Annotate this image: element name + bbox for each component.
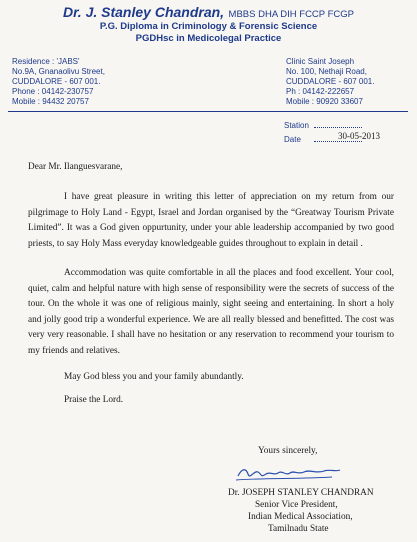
residence-line: Residence : 'JABS' [12,57,80,66]
date-value: 30-05-2013 [338,131,380,141]
signatory-name: Dr. JOSEPH STANLEY CHANDRAN [228,488,374,498]
residence-phone: Phone : 04142-230757 [12,87,94,96]
pg-medicolegal-line: PGDHsc in Medicolegal Practice [135,33,282,44]
signatory-title-2: Indian Medical Association, [248,512,353,522]
diploma-line: P.G. Diploma in Criminology & Forensic Science [99,21,318,32]
signatory-title-3: Tamilnadu State [268,524,329,534]
clinic-line: Clinic Saint Joseph [286,57,355,66]
header-divider [8,111,408,112]
clinic-line: CUDDALORE - 607 001. [286,77,375,86]
letterhead-title [0,4,417,22]
station-dotted-line [314,127,362,128]
station-label: Station [284,121,309,130]
qualifications: MBBS DHA DIH FCCP FCGP [228,9,354,20]
residence-line: CUDDALORE - 607 001. [12,77,101,86]
signature-icon [232,462,342,484]
residence-mobile: Mobile : 94432 20757 [12,97,89,106]
blessing-line: May God bless you and your family abundantly. [64,372,244,382]
residence-address [12,57,105,107]
signatory-title-1: Senior Vice President, [255,500,338,510]
yours-sincerely: Yours sincerely, [258,446,318,456]
clinic-phone: Ph : 04142-222657 [286,87,355,96]
praise-line: Praise the Lord. [64,395,124,405]
clinic-mobile: Mobile : 90920 33607 [286,97,363,106]
paragraph-1-text: I have great pleasure in writing this letter of appreciation on my return from our pilgrimage to Holy Land - Egypt, Israel and Jordan organised by the “Greatway Tourism Private Limited”. It was a God given oppurtunity, under your able leadership accompanied by two good priests, to say Holy Mass everyday knowledgeable guides throughout to explain in detail . [28,192,394,249]
paragraph-1 [28,190,394,252]
clinic-address [286,57,374,107]
clinic-line: No. 100, Nethaji Road, [286,67,367,76]
paragraph-2 [28,266,394,359]
date-dotted-line [314,141,362,142]
residence-line: No.9A, Gnanaolivu Street, [12,67,105,76]
salutation: Dear Mr. Ilanguesvarane, [28,162,123,172]
date-label: Date [284,135,301,144]
paragraph-2-text: Accommodation was quite comfortable in all the places and food excellent. Your cool, quiet, calm and helpful nature with high sense of responsibility were the secrets of success of the tour. On the whole it was one of religious mainly, sight seeing and entertaining. In short a holy and jolly good trip a wonderful experience. We are all really blessed and benefitted. The cost was very very reasonable. I shall have no hesitation or any reservation to recommend your tourism to my friends and relatives. [28,268,394,356]
doctor-name: Dr. J. Stanley Chandran, [63,4,225,20]
